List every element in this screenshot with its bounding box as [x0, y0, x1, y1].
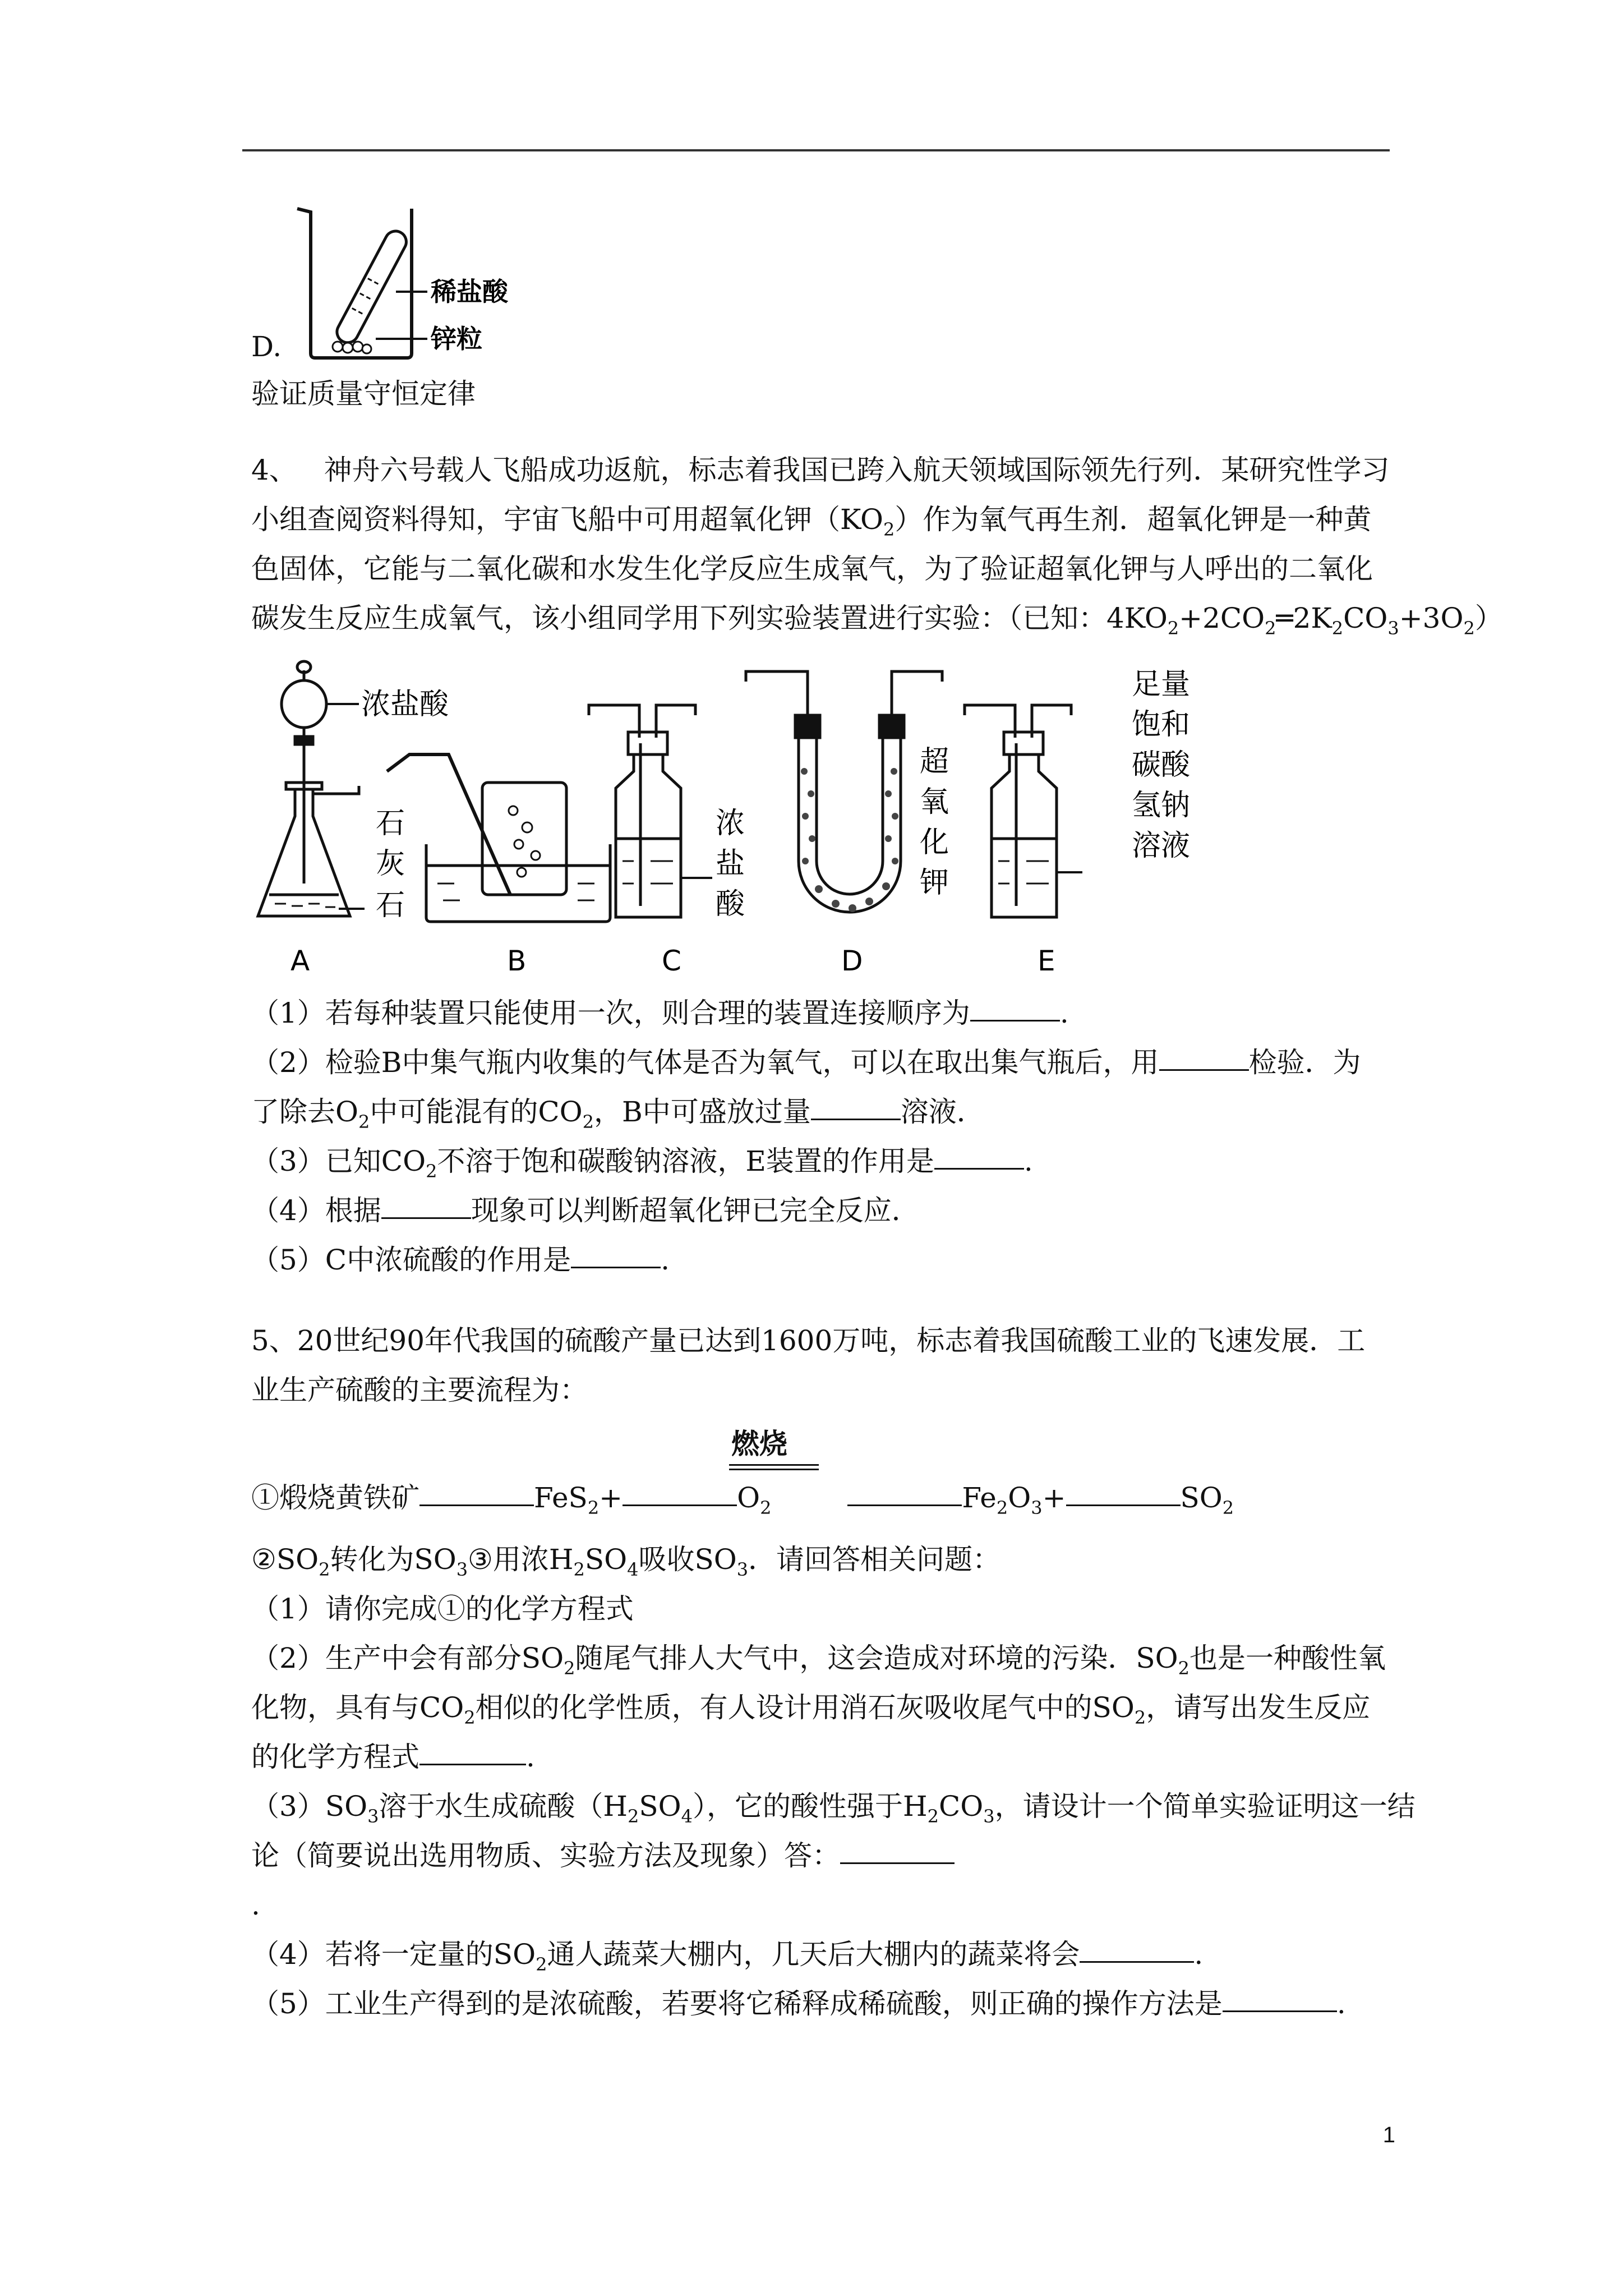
page-number: 1	[1382, 2123, 1395, 2147]
q4-line-2: 小组查阅资料得知，宇宙飞船中可用超氧化钾$(KO_2)$作为氧气再生剂．超氧化钾是一种黄	[251, 503, 1372, 540]
q4-sub5: （5）C中浓硫酸的作用是 .	[251, 1244, 670, 1276]
svg-text:饱和: 饱和	[1132, 708, 1191, 742]
svg-text:氢钠: 氢钠	[1132, 789, 1191, 822]
q5-equation: ①煅烧黄铁矿 $FeS_2+ O_2$ $Fe_2O_3+ SO_2$	[251, 1481, 1234, 1519]
q5-sub4: （4）若将一定量的$SO_2$通人蔬菜大棚内，几天后大棚内的蔬菜将会 .	[251, 1938, 1204, 1975]
q5-sub2-line2: 化物，具有与$CO_2$相似的化学性质，有人设计用消石灰吸收尾气中的$SO_2$，请写出发生反应	[251, 1691, 1371, 1728]
svg-text:浓: 浓	[716, 807, 745, 840]
q5-sub2-line1: （2）生产中会有部分$SO_2$随尾气排人大气中，这会造成对环境的污染．$SO_2$也是一种酸性氧	[251, 1642, 1386, 1679]
svg-text:钾: 钾	[920, 866, 949, 900]
apparatus-d	[746, 671, 942, 912]
svg-text:石: 石	[376, 807, 405, 840]
svg-text:超: 超	[920, 745, 949, 779]
q4-sub1: （1）若每种装置只能使用一次，则合理的装置连接顺序为 .	[251, 997, 1069, 1029]
label-zinc: 锌粒	[431, 324, 482, 354]
letter-b: B	[507, 945, 527, 977]
q5-line-1: 5、20世纪90年代我国的硫酸产量已达到1600万吨，标志着我国硫酸工业的飞速发展．工	[251, 1324, 1366, 1357]
q4-sub3: （3）已知$CO_2$不溶于饱和碳酸钠溶液，E装置的作用是 .	[251, 1145, 1033, 1182]
svg-text:足量: 足量	[1132, 668, 1191, 701]
apparatus-c	[589, 705, 695, 917]
q5-sub3-dot: .	[251, 1889, 260, 1921]
q5-sub5: （5）工业生产得到的是浓硫酸，若要将它稀释成稀硫酸，则正确的操作方法是 .	[251, 1987, 1346, 2020]
q5-sub2-line3: 的化学方程式 .	[251, 1741, 535, 1773]
option-d-label: D.	[251, 330, 282, 363]
beaker-figure	[292, 202, 561, 365]
header-rule	[242, 149, 1390, 151]
q4-line-4: 碳发生反应生成氧气，该小组同学用下列实验装置进行实验：（已知：$4KO_2+2CO_2═2K_2CO_3+3O_2$）	[251, 602, 1503, 639]
svg-text:氧: 氧	[920, 785, 949, 819]
letter-e: E	[1038, 945, 1055, 977]
condition-line-1	[729, 1464, 819, 1466]
option-d-text: 验证质量守恒定律	[251, 378, 476, 410]
apparatus-diagram	[241, 659, 1228, 984]
q5-sub3-line1: $(3)SO_3$溶于水生成硫酸$(H_2SO_4)$，它的酸性强于$H_2CO_3$，请设计一个简单实验证明这一结	[251, 1790, 1415, 1827]
test-tube	[333, 227, 410, 346]
q5-sub1: （1）请你完成①的化学方程式	[251, 1593, 634, 1625]
q4-sub2-line1: （2）检验B中集气瓶内收集的气体是否为氧气，可以在取出集气瓶后，用 检验．为	[251, 1046, 1361, 1079]
svg-text:溶液: 溶液	[1132, 829, 1191, 863]
zinc-granules	[333, 342, 371, 353]
condition-line-2	[729, 1469, 819, 1470]
svg-text:碳酸: 碳酸	[1132, 748, 1191, 782]
svg-text:化: 化	[920, 826, 949, 859]
svg-text:酸: 酸	[716, 887, 745, 921]
label-conc-hcl-a: 浓盐酸	[361, 688, 449, 721]
condition-burning: 燃烧	[731, 1427, 787, 1460]
letter-d: D	[841, 945, 863, 977]
svg-text:灰: 灰	[376, 847, 405, 881]
q4-sub2-line2: 了除去$O_2$中可能混有的$CO_2$，B中可盛放过量 溶液．	[251, 1096, 985, 1133]
q4-sub4: （4）根据 现象可以判断超氧化钾已完全反应．	[251, 1194, 920, 1227]
q5-line-2: 业生产硫酸的主要流程为：	[251, 1374, 588, 1406]
q5-sub3-line2: 论（简要说出选用物质、实验方法及现象）答：	[251, 1839, 955, 1872]
apparatus-e	[965, 705, 1071, 917]
apparatus-b	[387, 754, 610, 922]
svg-text:石: 石	[376, 889, 405, 922]
q4-line-3: 色固体，它能与二氧化碳和水发生化学反应生成氧气，为了验证超氧化钾与人呼出的二氧化	[251, 553, 1373, 585]
q4-line-1: 4、 神舟六号载人飞船成功返航，标志着我国已跨入航天领域国际领先行列．某研究性学习	[251, 454, 1390, 486]
q5-line-3: $②SO_2$转化为$SO_3③$用浓$H_2SO_4$吸收$SO_3$．请回答相关问题：	[251, 1543, 1001, 1580]
label-dilute-hcl: 稀盐酸	[431, 277, 508, 307]
letter-c: C	[662, 945, 681, 977]
letter-a: A	[291, 945, 310, 977]
svg-text:盐: 盐	[716, 847, 745, 881]
apparatus-a	[258, 661, 359, 916]
